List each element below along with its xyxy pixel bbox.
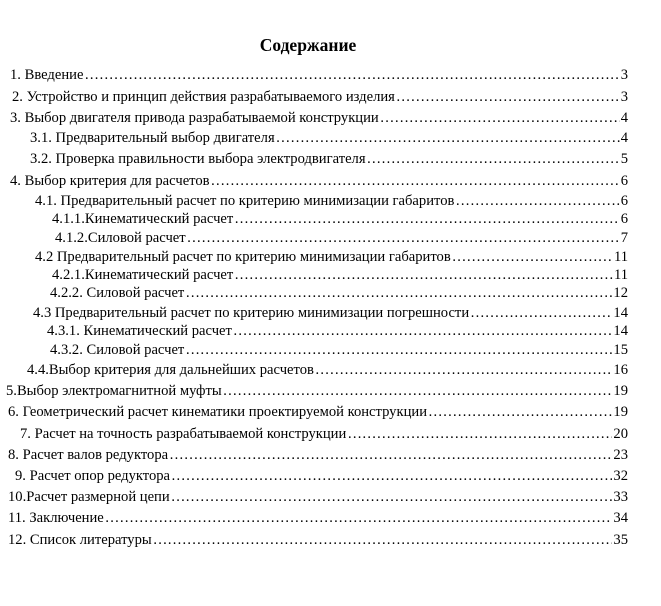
toc-entry-page: 23: [613, 447, 628, 463]
toc-entry-page: 33: [613, 489, 628, 505]
toc-entry[interactable]: [55, 229, 628, 247]
toc-entry[interactable]: [35, 192, 628, 210]
dot-leader: [185, 341, 612, 359]
toc-entry-page: 12: [613, 285, 628, 301]
dot-leader: [223, 382, 613, 400]
dot-leader: [428, 403, 612, 421]
toc-entry-page: 16: [613, 362, 628, 378]
toc-entry-page: 6: [620, 211, 628, 227]
dot-leader: [234, 210, 619, 228]
toc-entry[interactable]: [8, 509, 628, 527]
toc-entry-label: 4.1. Предварительный расчет по критерию минимизации габаритов: [35, 193, 455, 209]
toc-entry-label: 4. Выбор критерия для расчетов: [10, 173, 210, 189]
toc-entry-page: 14: [613, 323, 628, 339]
toc-entry[interactable]: [50, 341, 628, 359]
dot-leader: [396, 88, 620, 106]
toc-entry-label: 4.3 Предварительный расчет по критерию минимизации погрешности: [33, 305, 470, 321]
toc-entry[interactable]: [33, 304, 628, 322]
toc-entry[interactable]: [8, 531, 628, 549]
toc-entry[interactable]: [10, 66, 628, 84]
toc-entry[interactable]: [20, 425, 628, 443]
toc-entry-label: 4.2.2. Силовой расчет: [50, 285, 185, 301]
toc-entry-page: 7: [620, 230, 628, 246]
toc-entry-label: 2. Устройство и принцип действия разрабатываемого изделия: [12, 89, 395, 105]
toc-entry-label: 5.Выбор электромагнитной муфты: [6, 383, 222, 399]
toc-entry[interactable]: [50, 284, 628, 302]
toc-entry-page: 35: [613, 532, 628, 548]
dot-leader: [347, 425, 612, 443]
toc-entry-label: 3.1. Предварительный выбор двигателя: [30, 130, 275, 146]
toc-entry-page: 5: [620, 151, 628, 167]
toc-entry-page: 3: [620, 89, 628, 105]
dot-leader: [470, 304, 612, 322]
toc-entry[interactable]: [30, 150, 628, 168]
toc-entry-label: 8. Расчет валов редуктора: [8, 447, 169, 463]
toc-entry[interactable]: [10, 172, 628, 190]
toc-entry-label: 11. Заключение: [8, 510, 104, 526]
toc-entry-page: 6: [620, 173, 628, 189]
toc-entry[interactable]: [6, 382, 628, 400]
dot-leader: [367, 150, 620, 168]
toc-entry-page: 20: [613, 426, 628, 442]
toc-entry-page: 19: [613, 383, 628, 399]
dot-leader: [380, 109, 620, 127]
toc-entry-page: 32: [613, 468, 628, 484]
toc-entry[interactable]: [30, 129, 628, 147]
toc-entry-page: 19: [613, 404, 628, 420]
toc-entry-label: 4.2.1.Кинематический расчет: [52, 267, 234, 283]
toc-entry-label: 7. Расчет на точность разрабатываемой конструкции: [20, 426, 347, 442]
dot-leader: [455, 192, 619, 210]
dot-leader: [171, 467, 612, 485]
toc-entry[interactable]: [27, 361, 628, 379]
toc-entry-label: 4.1.1.Кинематический расчет: [52, 211, 234, 227]
dot-leader: [185, 284, 612, 302]
dot-leader: [233, 322, 612, 340]
toc-entry-label: 4.4.Выбор критерия для дальнейших расчетов: [27, 362, 314, 378]
toc-entry-label: 4.3.1. Кинематический расчет: [47, 323, 232, 339]
toc-entry-page: 15: [613, 342, 628, 358]
toc-title: Содержание: [259, 35, 357, 55]
toc-entry[interactable]: [10, 109, 628, 127]
toc-entry[interactable]: [12, 88, 628, 106]
toc-entry-label: 4.2 Предварительный расчет по критерию минимизации габаритов: [35, 249, 451, 265]
toc-entry-label: 9. Расчет опор редуктора: [15, 468, 171, 484]
toc-entry-page: 14: [613, 305, 628, 321]
toc-entry-label: 4.3.2. Силовой расчет: [50, 342, 185, 358]
dot-leader: [171, 488, 613, 506]
toc-entry-page: 3: [620, 67, 628, 83]
toc-entry-page: 4: [620, 110, 628, 126]
toc-entry[interactable]: [47, 322, 628, 340]
toc-entry-label: 12. Список литературы: [8, 532, 152, 548]
dot-leader: [84, 66, 619, 84]
toc-entry-label: 4.1.2.Силовой расчет: [55, 230, 186, 246]
dot-leader: [169, 446, 612, 464]
toc-entry-label: 3.2. Проверка правильности выбора электродвигателя: [30, 151, 366, 167]
toc-entry[interactable]: [52, 210, 628, 228]
toc-entry[interactable]: [15, 467, 628, 485]
toc-entry-page: 11: [613, 267, 628, 283]
dot-leader: [315, 361, 613, 379]
toc-entry[interactable]: [8, 403, 628, 421]
dot-leader: [187, 229, 620, 247]
toc-entry[interactable]: [8, 446, 628, 464]
toc-entry[interactable]: [52, 266, 628, 284]
dot-leader: [153, 531, 613, 549]
toc-entry[interactable]: [8, 488, 628, 506]
toc-entry-label: 6. Геометрический расчет кинематики проектируемой конструкции: [8, 404, 427, 420]
toc-entry-page: 11: [613, 249, 628, 265]
toc-entry-page: 34: [613, 510, 628, 526]
toc-entry[interactable]: [35, 248, 628, 266]
toc-entry-label: 1. Введение: [10, 67, 84, 83]
toc-entry-label: 10.Расчет размерной цепи: [8, 489, 170, 505]
dot-leader: [105, 509, 613, 527]
dot-leader: [276, 129, 620, 147]
toc-entry-page: 6: [620, 193, 628, 209]
dot-leader: [211, 172, 620, 190]
dot-leader: [452, 248, 613, 266]
toc-entry-label: 3. Выбор двигателя привода разрабатываемой конструкции: [10, 110, 379, 126]
toc-entry-page: 4: [620, 130, 628, 146]
dot-leader: [234, 266, 613, 284]
